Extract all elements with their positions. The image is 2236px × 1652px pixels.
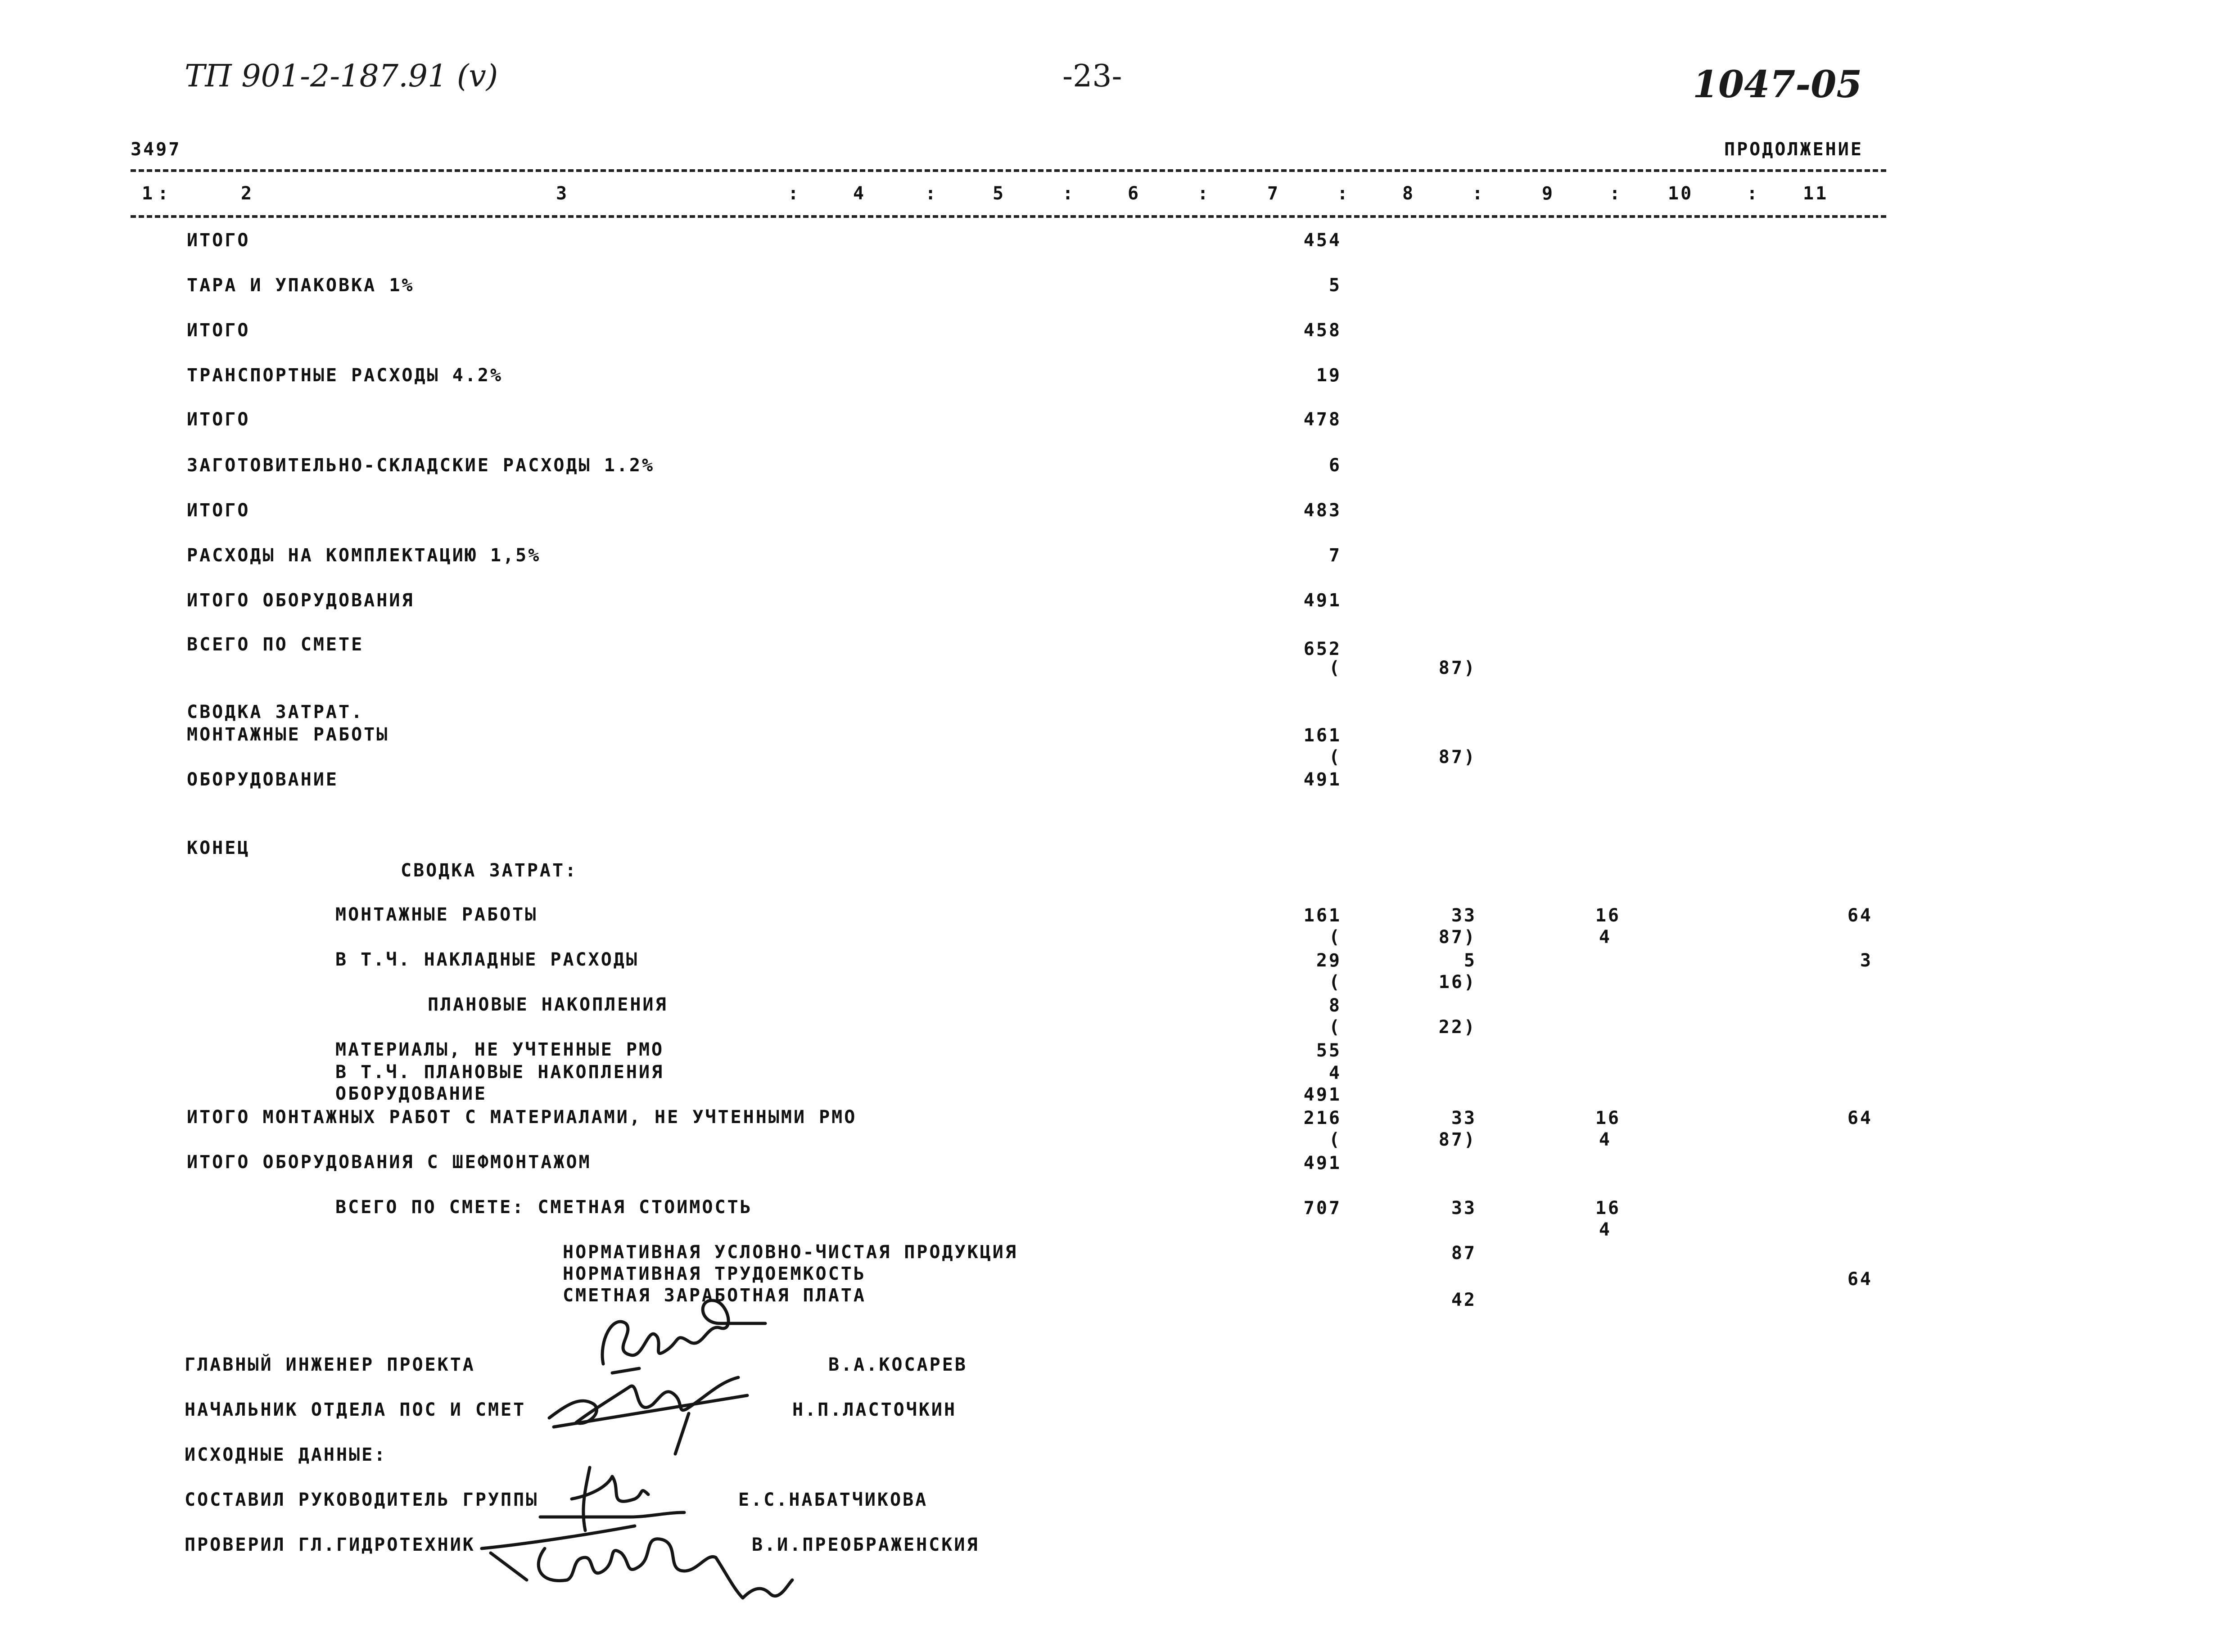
cell-col8-sub: 22) <box>1438 1017 1477 1038</box>
cell-col8: 42 <box>1451 1290 1477 1310</box>
signer-name: В.А.КОСАРЕВ <box>828 1354 967 1375</box>
row-label: ИТОГО <box>187 320 250 341</box>
cell-col9: 16 <box>1595 905 1621 926</box>
cell-col7-paren: ( <box>1328 927 1342 948</box>
row-label: МОНТАЖНЫЕ РАБОТЫ <box>335 904 538 925</box>
row-label: ТРАНСПОРТНЫЕ РАСХОДЫ 4.2% <box>187 365 503 386</box>
cell-col11: 3 <box>1860 950 1873 971</box>
cell-col8: 33 <box>1451 1108 1477 1128</box>
row-label: МОНТАЖНЫЕ РАБОТЫ <box>187 724 389 745</box>
cell-col7: 652 <box>1303 639 1342 659</box>
cell-col7: 4 <box>1328 1063 1342 1083</box>
table-top-rule <box>131 169 1886 172</box>
cell-col7: 454 <box>1303 230 1342 251</box>
continuation-label: ПРОДОЛЖЕНИЕ <box>1724 139 1863 160</box>
cell-col7-paren: ( <box>1328 658 1342 678</box>
row-label: ИТОГО <box>187 230 250 251</box>
album-code: 1047-05 <box>1693 63 1862 106</box>
source-data-label: ИСХОДНЫЕ ДАННЫЕ: <box>185 1444 387 1465</box>
row-label: РАСХОДЫ НА КОМПЛЕКТАЦИЮ 1,5% <box>187 545 541 566</box>
col-5: 5 <box>993 183 1006 204</box>
cell-col7-paren: ( <box>1328 1129 1342 1150</box>
page-number: -23- <box>1062 59 1122 94</box>
row-label: КОНЕЦ <box>187 838 250 858</box>
col-6: 6 <box>1128 183 1141 204</box>
row-label: МАТЕРИАЛЫ, НЕ УЧТЕННЫЕ РМО <box>335 1039 664 1060</box>
col-3: 3 <box>556 183 569 204</box>
row-label: ЗАГОТОВИТЕЛЬНО-СКЛАДСКИЕ РАСХОДЫ 1.2% <box>187 455 655 476</box>
row-label: ИТОГО <box>187 500 250 521</box>
cell-col8-sub: 87) <box>1438 927 1477 948</box>
cell-col8-sub: 87) <box>1438 1129 1477 1150</box>
cell-col7-paren: ( <box>1328 1017 1342 1038</box>
row-label: ТАРА И УПАКОВКА 1% <box>187 275 415 296</box>
cell-col7: 7 <box>1328 545 1342 566</box>
cell-col7: 6 <box>1328 455 1342 476</box>
signer-role: СОСТАВИЛ РУКОВОДИТЕЛЬ ГРУППЫ <box>185 1490 539 1510</box>
row-label: В Т.Ч. НАКЛАДНЫЕ РАСХОДЫ <box>335 949 639 970</box>
cell-col7: 19 <box>1316 365 1342 386</box>
row-label: СМЕТНАЯ ЗАРАБОТНАЯ ПЛАТА <box>563 1285 866 1306</box>
signer-name: В.И.ПРЕОБРАЖЕНСКИЯ <box>752 1535 980 1555</box>
cell-col7: 5 <box>1328 275 1342 296</box>
signer-role: ПРОВЕРИЛ ГЛ.ГИДРОТЕХНИК <box>185 1535 475 1555</box>
cell-col11: 64 <box>1847 1269 1873 1290</box>
col-8: 8 <box>1402 183 1415 204</box>
row-label: В Т.Ч. ПЛАНОВЫЕ НАКОПЛЕНИЯ <box>335 1062 664 1083</box>
cell-col7: 29 <box>1316 950 1342 971</box>
row-label: ОБОРУДОВАНИЕ <box>335 1083 487 1104</box>
row-label: НОРМАТИВНАЯ УСЛОВНО-ЧИСТАЯ ПРОДУКЦИЯ <box>563 1242 1018 1263</box>
row-label: НОРМАТИВНАЯ ТРУДОЕМКОСТЬ <box>563 1264 866 1284</box>
cell-col7: 491 <box>1303 1084 1342 1105</box>
row-label: ВСЕГО ПО СМЕТЕ <box>187 634 364 655</box>
row-label: ИТОГО <box>187 409 250 430</box>
col-7: 7 <box>1267 183 1280 204</box>
cell-col7: 458 <box>1303 320 1342 341</box>
cell-col8: 87 <box>1451 1243 1477 1264</box>
row-label: ПЛАНОВЫЕ НАКОПЛЕНИЯ <box>428 994 668 1015</box>
row-label: ИТОГО ОБОРУДОВАНИЯ <box>187 590 415 611</box>
col-10: 10 <box>1668 183 1694 204</box>
cell-col11: 64 <box>1847 1108 1873 1128</box>
cell-col7: 707 <box>1303 1198 1342 1219</box>
cell-col8-sub: 16) <box>1438 972 1477 993</box>
row-label: ВСЕГО ПО СМЕТЕ: СМЕТНАЯ СТОИМОСТЬ <box>335 1197 753 1218</box>
row-label: СВОДКА ЗАТРАТ. <box>187 702 364 722</box>
col-11: 11 <box>1803 183 1829 204</box>
cell-col9-sub: 4 <box>1599 1129 1612 1150</box>
cell-col7: 161 <box>1303 905 1342 926</box>
signature-chief-hydrotechnician <box>473 1508 797 1611</box>
cell-col7: 216 <box>1303 1108 1342 1128</box>
signer-name: Н.П.ЛАСТОЧКИН <box>792 1399 957 1420</box>
row-label: ИТОГО МОНТАЖНЫХ РАБОТ С МАТЕРИАЛАМИ, НЕ УЧТЕННЫМИ РМО <box>187 1107 857 1128</box>
cell-col9-sub: 4 <box>1599 1219 1612 1240</box>
row-label: ИТОГО ОБОРУДОВАНИЯ С ШЕФМОНТАЖОМ <box>187 1152 592 1173</box>
signer-role: ГЛАВНЫЙ ИНЖЕНЕР ПРОЕКТА <box>185 1354 475 1375</box>
cell-col8: 5 <box>1464 950 1477 971</box>
cell-col7-paren: ( <box>1328 972 1342 993</box>
row-label: СВОДКА ЗАТРАТ: <box>401 860 578 881</box>
table-header-rule <box>131 215 1886 218</box>
signature-department-head <box>540 1368 756 1458</box>
cell-col7: 478 <box>1303 409 1342 430</box>
cell-col9: 16 <box>1595 1108 1621 1128</box>
col-4: 4 <box>853 183 866 204</box>
cell-col8-sub: 87) <box>1438 747 1477 767</box>
signer-role: НАЧАЛЬНИК ОТДЕЛА ПОС И СМЕТ <box>185 1399 526 1420</box>
cell-col7: 491 <box>1303 1153 1342 1174</box>
cell-col9: 16 <box>1595 1198 1621 1219</box>
sheet-code: 3497 <box>131 139 181 160</box>
cell-col8: 33 <box>1451 905 1477 926</box>
cell-col11: 64 <box>1847 905 1873 926</box>
cell-col7: 8 <box>1328 995 1342 1016</box>
cell-col7: 491 <box>1303 590 1342 611</box>
signer-name: Е.С.НАБАТЧИКОВА <box>738 1490 928 1510</box>
document-code: ТП 901-2-187.91 (v) <box>185 59 498 94</box>
cell-col8: 33 <box>1451 1198 1477 1219</box>
cell-col7-paren: ( <box>1328 747 1342 767</box>
cell-col7: 491 <box>1303 769 1342 790</box>
cell-col8-sub: 87) <box>1438 658 1477 678</box>
cell-col7: 483 <box>1303 500 1342 521</box>
col-9: 9 <box>1542 183 1555 204</box>
cell-col9-sub: 4 <box>1599 927 1612 948</box>
row-label: ОБОРУДОВАНИЕ <box>187 769 339 790</box>
cell-col7: 161 <box>1303 725 1342 746</box>
cell-col7: 55 <box>1316 1040 1342 1061</box>
col-1: 1 <box>142 183 155 204</box>
col-2: 2 <box>241 183 254 204</box>
